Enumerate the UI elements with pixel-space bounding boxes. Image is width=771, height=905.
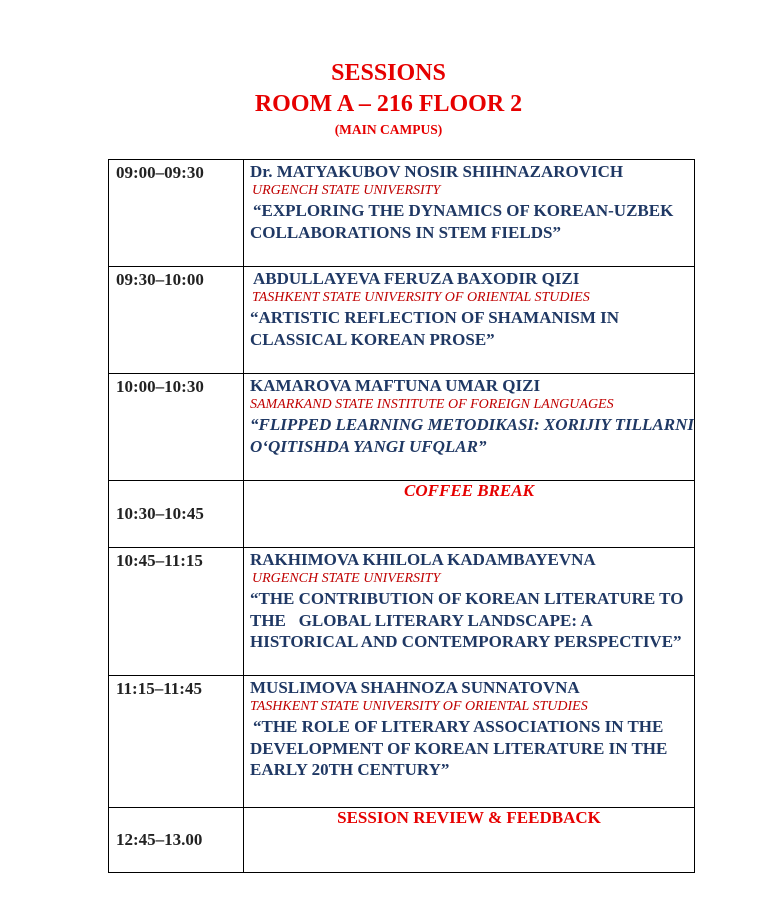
talk-title — [250, 716, 690, 781]
room-heading: ROOM A – 216 FLOOR 2 — [254, 91, 523, 117]
talk-title-line: THE GLOBAL LITERARY LANDSCAPE: A — [250, 610, 593, 630]
talk-title — [250, 414, 694, 457]
session-schedule-table — [108, 159, 695, 873]
speaker-name: KAMAROVA MAFTUNA UMAR QIZI — [250, 376, 541, 395]
session-details — [244, 548, 695, 676]
session-time: 11:15–11:45 — [109, 676, 244, 808]
talk-title-line: “FLIPPED LEARNING METODIKASI: XORIJIY TILLARNI — [250, 415, 694, 434]
table-row — [109, 676, 695, 808]
talk-title-line: “ARTISTIC REFLECTION OF SHAMANISM IN — [250, 308, 620, 327]
speaker-name: ABDULLAYEVA FERUZA BAXODIR QIZI — [253, 269, 580, 288]
speaker-name: Dr. MATYAKUBOV NOSIR SHIHNAZAROVICH — [250, 162, 624, 181]
talk-title-line: COLLABORATIONS IN STEM FIELDS” — [250, 222, 561, 242]
talk-title-line: “THE CONTRIBUTION OF KOREAN LITERATURE TO — [250, 589, 684, 608]
talk-title-line: EARLY 20TH CENTURY” — [250, 760, 450, 779]
university-name: URGENCH STATE UNIVERSITY — [252, 183, 441, 198]
session-review-label: SESSION REVIEW & FEEDBACK — [244, 808, 695, 873]
talk-title — [250, 307, 690, 350]
session-details — [244, 374, 695, 481]
campus-subtitle: (MAIN CAMPUS) — [334, 122, 443, 137]
speaker-name: MUSLIMOVA SHAHNOZA SUNNATOVNA — [250, 678, 580, 697]
university-name: TASHKENT STATE UNIVERSITY OF ORIENTAL STUDIES — [250, 699, 588, 714]
talk-title-line: CLASSICAL KOREAN PROSE” — [250, 329, 495, 349]
session-time: 10:00–10:30 — [109, 374, 244, 481]
session-time: 10:30–10:45 — [109, 481, 244, 548]
session-details — [244, 267, 695, 374]
university-name: URGENCH STATE UNIVERSITY — [252, 571, 441, 586]
speaker-name: RAKHIMOVA KHILOLA KADAMBAYEVNA — [250, 550, 596, 569]
talk-title-line: DEVELOPMENT OF KOREAN LITERATURE IN THE — [250, 738, 668, 758]
page-title: SESSIONS — [331, 60, 446, 86]
session-time: 09:30–10:00 — [109, 267, 244, 374]
session-time: 09:00–09:30 — [109, 160, 244, 267]
table-row — [109, 481, 695, 548]
session-time: 12:45–13.00 — [109, 808, 244, 873]
university-name: TASHKENT STATE UNIVERSITY OF ORIENTAL STUDIES — [252, 290, 590, 305]
table-row — [109, 374, 695, 481]
talk-title — [250, 588, 690, 653]
table-row — [109, 160, 695, 267]
session-details — [244, 160, 695, 267]
table-row — [109, 808, 695, 873]
talk-title-line: “THE ROLE OF LITERARY ASSOCIATIONS IN THE — [253, 717, 664, 736]
talk-title-line: “EXPLORING THE DYNAMICS OF KOREAN-UZBEK — [253, 201, 674, 220]
talk-title-line: HISTORICAL AND CONTEMPORARY PERSPECTIVE” — [250, 632, 682, 651]
talk-title-line: O‘QITISHDA YANGI UFQLAR” — [250, 436, 487, 456]
session-details — [244, 676, 695, 808]
university-name: SAMARKAND STATE INSTITUTE OF FOREIGN LANGUAGES — [250, 397, 614, 412]
coffee-break-label: COFFEE BREAK — [244, 481, 695, 548]
table-row — [109, 267, 695, 374]
table-row — [109, 548, 695, 676]
session-time: 10:45–11:15 — [109, 548, 244, 676]
talk-title — [250, 200, 690, 243]
